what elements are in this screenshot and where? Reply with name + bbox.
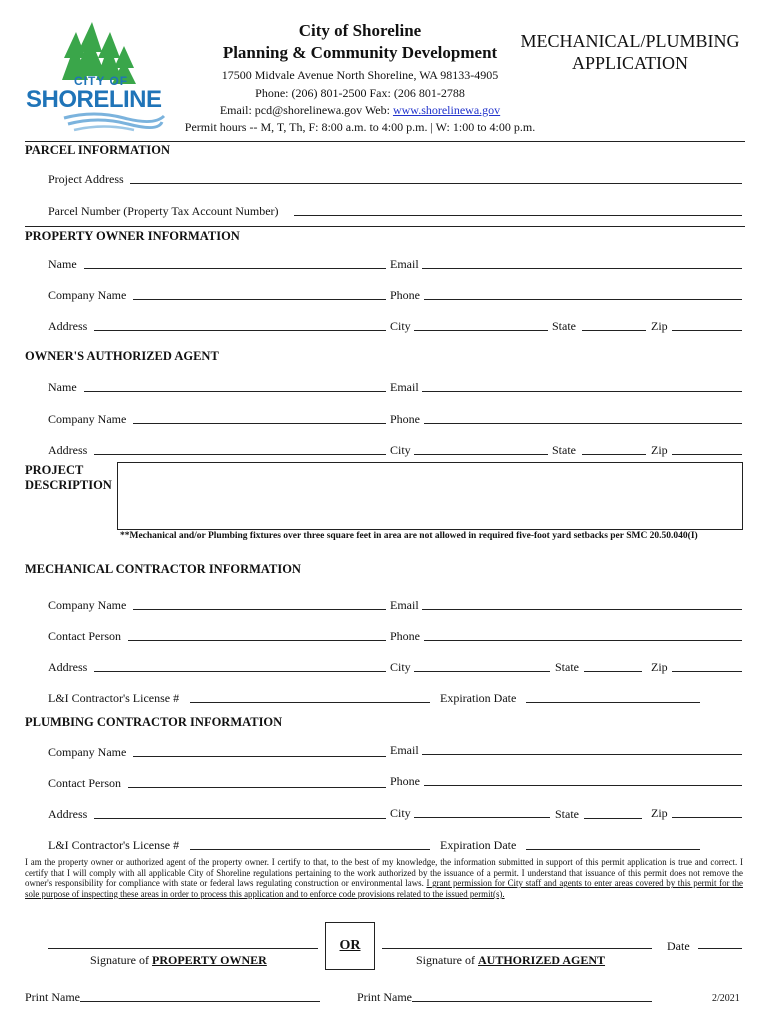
owner-signature-prefix: Signature of xyxy=(90,953,152,967)
form-title-line-2: APPLICATION xyxy=(571,53,688,73)
agent-signature-prefix: Signature of xyxy=(416,953,478,967)
mech-contact-label: Contact Person xyxy=(48,629,121,643)
owner-email-field[interactable] xyxy=(422,268,742,269)
plumb-zip-label: Zip xyxy=(651,806,668,820)
owner-email-label: Email xyxy=(390,257,419,271)
mech-phone-label: Phone xyxy=(390,629,420,643)
owner-phone-label: Phone xyxy=(390,288,420,302)
mech-state-label: State xyxy=(555,660,579,674)
plumb-address-label: Address xyxy=(48,807,88,821)
mech-email-field[interactable] xyxy=(422,609,742,610)
mech-city-field[interactable] xyxy=(414,671,550,672)
city-name: City of Shoreline xyxy=(298,21,422,40)
mech-contact-field[interactable] xyxy=(128,640,386,641)
owner-signature-field[interactable] xyxy=(48,948,318,949)
owner-phone-field[interactable] xyxy=(424,299,742,300)
parcel-heading: PARCEL INFORMATION xyxy=(25,143,171,157)
mech-expiration-label: Expiration Date xyxy=(440,691,517,705)
owner-zip-label: Zip xyxy=(651,319,668,333)
divider xyxy=(25,226,745,227)
owner-heading: PROPERTY OWNER INFORMATION xyxy=(25,229,240,243)
agent-email-field[interactable] xyxy=(422,391,742,392)
email-text: Email: pcd@shorelinewa.gov Web: xyxy=(219,103,393,117)
agent-state-field[interactable] xyxy=(582,454,646,455)
form-title-line-1: MECHANICAL/PLUMBING xyxy=(520,31,740,51)
print-name-label-1: Print Name xyxy=(25,990,80,1004)
mech-state-field[interactable] xyxy=(584,671,642,672)
plumb-contact-field[interactable] xyxy=(128,787,386,788)
project-address-field[interactable] xyxy=(130,183,742,184)
plumb-phone-label: Phone xyxy=(390,774,420,788)
revision-date: 2/2021 xyxy=(712,993,740,1004)
setback-note: **Mechanical and/or Plumbing fixtures over three square feet in area are not allowed in required five-foot yard setbacks per SMC 20.50.040(I) xyxy=(120,531,698,541)
agent-address-field[interactable] xyxy=(94,454,386,455)
agent-company-field[interactable] xyxy=(133,423,386,424)
city-logo xyxy=(24,18,174,136)
mech-company-field[interactable] xyxy=(133,609,386,610)
owner-zip-field[interactable] xyxy=(672,330,742,331)
agent-zip-field[interactable] xyxy=(672,454,742,455)
email-web-line xyxy=(200,103,520,118)
agent-phone-label: Phone xyxy=(390,412,420,426)
address-line: 17500 Midvale Avenue North Shoreline, WA 98133-4905 xyxy=(221,68,499,82)
mech-zip-field[interactable] xyxy=(672,671,742,672)
plumb-city-label: City xyxy=(390,806,411,820)
agent-signature-label xyxy=(416,953,605,968)
mech-address-field[interactable] xyxy=(94,671,386,672)
plumb-heading: PLUMBING CONTRACTOR INFORMATION xyxy=(25,715,283,729)
plumb-expiration-label: Expiration Date xyxy=(440,838,517,852)
or-box xyxy=(325,922,375,970)
plumb-license-field[interactable] xyxy=(190,849,430,850)
mech-expiration-field[interactable] xyxy=(526,702,700,703)
owner-company-field[interactable] xyxy=(133,299,386,300)
form-title xyxy=(505,30,755,74)
print-name-field-1[interactable] xyxy=(80,1001,320,1002)
logo-name: SHORELINE xyxy=(26,86,162,113)
divider xyxy=(25,141,745,142)
owner-city-field[interactable] xyxy=(414,330,548,331)
print-name-label-2: Print Name xyxy=(357,990,412,1004)
mech-city-label: City xyxy=(390,660,411,674)
mech-heading: MECHANICAL CONTRACTOR INFORMATION xyxy=(25,562,301,576)
or-label: OR xyxy=(339,938,361,953)
certification-body: I am the property owner or authorized agent of the property owner. I certify to that, to the best of my knowledge, the information submitted in support of this permit application is true and correct. I certify that I will comply with all applicable City of Shoreline regulations pertaining to the work authorized by the issuance of a permit. I understand that issuance of this permit does not remove the owner's responsibility for compliance with state or federal laws regulating construction or environmental laws. xyxy=(25,857,743,889)
agent-name-label: Name xyxy=(48,380,77,394)
owner-company-label: Company Name xyxy=(48,288,127,302)
agent-email-label: Email xyxy=(390,380,419,394)
owner-signature-role: PROPERTY OWNER xyxy=(152,953,267,967)
project-heading-line-1: PROJECT xyxy=(25,463,84,477)
permit-hours: Permit hours -- M, T, Th, F: 8:00 a.m. to 4:00 p.m. | W: 1:00 to 4:00 p.m. xyxy=(184,120,536,134)
parcel-number-label: Parcel Number (Property Tax Account Number) xyxy=(48,204,279,218)
owner-state-label: State xyxy=(552,319,576,333)
agent-state-label: State xyxy=(552,443,576,457)
certification-text xyxy=(25,857,743,899)
date-field[interactable] xyxy=(698,948,742,949)
agent-city-field[interactable] xyxy=(414,454,548,455)
plumb-phone-field[interactable] xyxy=(424,785,742,786)
mech-license-label: L&I Contractor's License # xyxy=(48,691,180,705)
date-label: Date xyxy=(667,939,690,953)
plumb-expiration-field[interactable] xyxy=(526,849,700,850)
parcel-number-field[interactable] xyxy=(294,215,742,216)
agent-city-label: City xyxy=(390,443,411,457)
mech-license-field[interactable] xyxy=(190,702,430,703)
plumb-address-field[interactable] xyxy=(94,818,386,819)
project-heading xyxy=(25,463,112,493)
plumb-state-label: State xyxy=(555,807,579,821)
plumb-city-field[interactable] xyxy=(414,817,550,818)
plumb-zip-field[interactable] xyxy=(672,817,742,818)
owner-address-field[interactable] xyxy=(94,330,386,331)
plumb-email-field[interactable] xyxy=(422,754,742,755)
plumb-email-label: Email xyxy=(390,743,419,757)
project-heading-line-2: DESCRIPTION xyxy=(25,478,112,492)
plumb-contact-label: Contact Person xyxy=(48,776,121,790)
agent-name-field[interactable] xyxy=(84,391,386,392)
mech-email-label: Email xyxy=(390,598,419,612)
certification-permission: I grant permission for City staff and agents to enter areas covered by this permit for the sole purpose of inspecting these areas in order to process this application and to enforce code provisions related to the issued permit(s). xyxy=(25,878,743,899)
agent-signature-field[interactable] xyxy=(382,948,652,949)
owner-name-label: Name xyxy=(48,257,77,271)
owner-signature-label xyxy=(90,953,267,968)
agent-address-label: Address xyxy=(48,443,88,457)
agent-signature-role: AUTHORIZED AGENT xyxy=(478,953,606,967)
agent-company-label: Company Name xyxy=(48,412,127,426)
print-name-field-2[interactable] xyxy=(412,1001,652,1002)
agent-zip-label: Zip xyxy=(651,443,668,457)
phone-line: Phone: (206) 801-2500 Fax: (206 801-2788 xyxy=(255,86,465,100)
plumb-state-field[interactable] xyxy=(584,818,642,819)
plumb-license-label: L&I Contractor's License # xyxy=(48,838,180,852)
mech-zip-label: Zip xyxy=(651,660,668,674)
owner-state-field[interactable] xyxy=(582,330,646,331)
owner-address-label: Address xyxy=(48,319,88,333)
owner-name-field[interactable] xyxy=(84,268,386,269)
agent-heading: OWNER'S AUTHORIZED AGENT xyxy=(25,349,219,363)
mech-address-label: Address xyxy=(48,660,88,674)
project-description-box[interactable] xyxy=(117,462,743,530)
owner-city-label: City xyxy=(390,319,411,333)
mech-company-label: Company Name xyxy=(48,598,127,612)
plumb-company-label: Company Name xyxy=(48,745,127,759)
logo-city-of: CITY OF xyxy=(74,74,129,88)
mech-phone-field[interactable] xyxy=(424,640,742,641)
agent-phone-field[interactable] xyxy=(424,423,742,424)
website-link[interactable]: www.shorelinewa.gov xyxy=(392,103,501,117)
project-address-label: Project Address xyxy=(48,172,124,186)
plumb-company-field[interactable] xyxy=(133,756,386,757)
department-name: Planning & Community Development xyxy=(222,43,498,62)
